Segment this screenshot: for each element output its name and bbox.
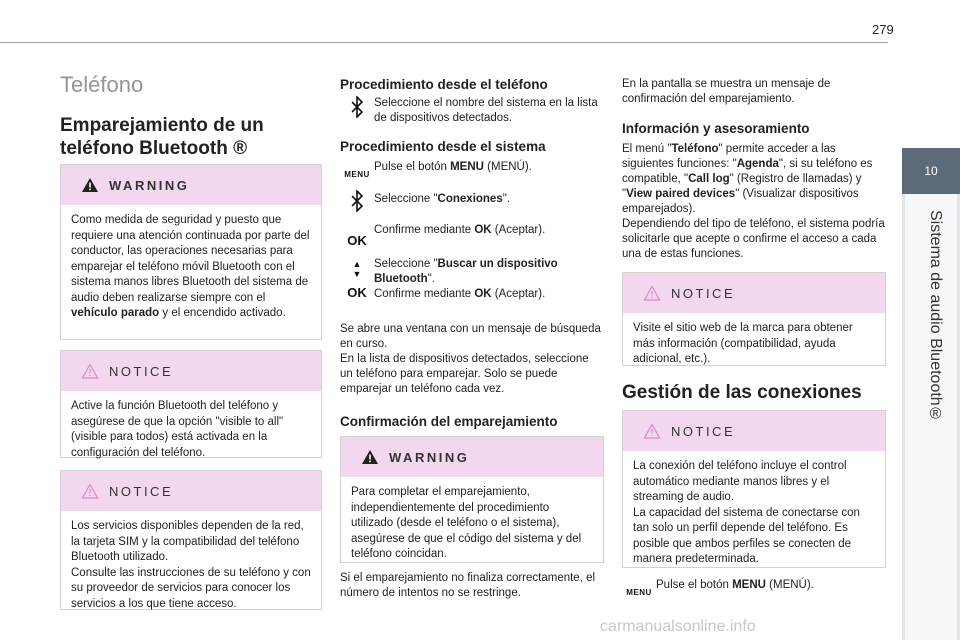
warning-icon: [81, 177, 99, 193]
paragraph-info: [622, 142, 886, 262]
notice-header: [623, 411, 885, 451]
step-text-part: ".: [502, 193, 511, 205]
arrows-ok-icon: [340, 257, 374, 302]
notice-header: [61, 351, 321, 391]
text-bold: Teléfono: [671, 143, 719, 155]
step-text-bold: MENU: [732, 579, 766, 591]
notice-box-bluetooth: [60, 350, 322, 458]
step-text: [374, 223, 545, 248]
step-text-part: (MENÚ).: [765, 579, 814, 591]
notice-icon: [643, 285, 661, 301]
warning-box-safety: [60, 164, 322, 340]
step-text-part: Seleccione ": [374, 193, 438, 205]
chapter-side-title: Sistema de audio Bluetooth®: [927, 210, 944, 423]
notice-body: [61, 511, 321, 622]
text-bold: Agenda: [736, 158, 779, 170]
notice-icon: [643, 423, 661, 439]
notice-body: Active la función Bluetooth del teléfono y asegúrese de que la opción "visible to all" (visible para todos) está activada en la configuración del teléfono.: [71, 400, 284, 459]
step-text: [374, 160, 532, 179]
notice-box-website: [622, 272, 886, 366]
step-phone-select: [340, 96, 604, 126]
chapter-number-tab: 10: [902, 148, 960, 194]
paragraph-line: En la lista de dispositivos detectados, seleccione un teléfono para emparejar. Solo se puede emparejar un teléfono cada vez.: [340, 353, 589, 395]
step-text-bold: Buscar un dispositivo Bluetooth: [374, 258, 558, 285]
warning-body: [61, 205, 321, 332]
warning-header: [61, 165, 321, 205]
step-text-bold: OK: [474, 224, 492, 236]
ok-glyph: OK: [347, 233, 367, 248]
text-bold: View paired devices: [626, 188, 736, 200]
header-rule: [0, 42, 888, 43]
notice-title: NOTICE: [109, 483, 174, 499]
warning-title: WARNING: [109, 177, 190, 193]
step-text-part: ".: [427, 273, 435, 285]
menu-button-icon: [622, 578, 656, 597]
section-heading-pairing: Emparejamiento de un teléfono Bluetooth ®: [60, 115, 264, 159]
text-part: " (Registro de llamadas) y ": [622, 173, 862, 200]
paragraph-line: [622, 142, 886, 217]
heading-connections: Gestión de las conexiones: [622, 382, 862, 403]
notice-title: NOTICE: [671, 285, 736, 301]
warning-title: WARNING: [389, 449, 470, 465]
paragraph-confirmation: En la pantalla se muestra un mensaje de confirmación del emparejamiento.: [622, 78, 831, 105]
step-text-part: Pulse el botón: [656, 579, 733, 591]
step-text: [374, 257, 604, 302]
heading-info: Información y asesoramiento: [622, 121, 810, 136]
notice-title: NOTICE: [671, 423, 736, 439]
step-text: Seleccione el nombre del sistema en la lista de dispositivos detectados.: [374, 97, 598, 124]
step-press-menu-final: [622, 578, 886, 597]
watermark: carmanualsonline.info: [600, 618, 756, 635]
warning-icon: [361, 449, 379, 465]
menu-glyph: MENU: [626, 588, 652, 597]
paragraph-line: Se abre una ventana con un mensaje de búsqueda en curso.: [340, 323, 601, 350]
text-part: " (Visualizar dispositivos emparejados).: [622, 188, 859, 215]
notice-box-services: [60, 470, 322, 610]
text-bold: Call log: [688, 173, 730, 185]
notice-icon: [81, 363, 99, 379]
notice-icon: [81, 483, 99, 499]
warning-text-b: y el encendido activado.: [159, 307, 286, 319]
page-number: 279: [872, 22, 894, 37]
notice-header: [623, 273, 885, 313]
step-text-part: (Aceptar).: [491, 224, 546, 236]
text-part: ", si su teléfono es compatible, ": [622, 158, 873, 185]
step-search-device: [340, 257, 604, 302]
step-text-bold: MENU: [450, 161, 484, 173]
step-confirm-ok: [340, 223, 604, 248]
heading-from-phone: Procedimiento desde el teléfono: [340, 77, 548, 92]
warning-text-a: Como medida de seguridad y puesto que requiere una atención continuada por parte del conductor, las operaciones necesarias para emparejar el teléfono móvil Bluetooth con el sistema manos libres Bluetooth del sistema de audio deben realizarse siempre con el: [71, 214, 310, 304]
ok-button-icon: [340, 223, 374, 248]
paragraph-search: [340, 322, 604, 397]
paragraph-retry: Si el emparejamiento no finaliza correctamente, el número de intentos no se restringe.: [340, 572, 596, 599]
notice-box-connection: [622, 410, 886, 568]
notice-line: Consulte las instrucciones de su teléfono y con su proveedor de servicios para conocer los servicios a los que tiene acceso.: [71, 566, 311, 610]
ok-glyph: OK: [347, 285, 367, 300]
step-text-bold: OK: [474, 288, 492, 300]
step-press-menu: [340, 160, 604, 179]
notice-line: La capacidad del sistema de conectarse con tan solo un perfil depende del teléfono. Es posible que ambos perfiles se conecten de manera predeterminada.: [633, 506, 860, 565]
notice-body: [623, 451, 885, 578]
chapter-title: Teléfono: [60, 72, 144, 97]
notice-line: Los servicios disponibles dependen de la red, la tarjeta SIM y la compatibilidad del teléfono Bluetooth utilizado.: [71, 520, 304, 563]
notice-line: La conexión del teléfono incluye el control automático mediante manos libres y el streaming de audio.: [633, 460, 847, 503]
heading-confirm-pairing: Confirmación del emparejamiento: [340, 414, 558, 429]
up-down-arrows-icon: ▲ ▼: [352, 259, 362, 279]
step-text: [374, 190, 510, 212]
text-part: El menú ": [622, 143, 672, 155]
menu-button-icon: [340, 160, 374, 179]
notice-title: NOTICE: [109, 363, 174, 379]
step-select-connections: [340, 190, 604, 212]
notice-header: [61, 471, 321, 511]
bluetooth-icon: [340, 190, 374, 212]
step-text-part: Confirme mediante: [374, 224, 475, 236]
step-text-part: (MENÚ).: [483, 161, 532, 173]
warning-box-code: [340, 436, 604, 563]
bluetooth-icon: [340, 96, 374, 126]
step-text-part: (Aceptar).: [491, 288, 546, 300]
paragraph-line: Dependiendo del tipo de teléfono, el sistema podría solicitarle que acepte o confirme el acceso a cada una de estas funciones.: [622, 218, 885, 260]
step-text-part: Seleccione ": [374, 258, 438, 270]
step-text-part: Pulse el botón: [374, 161, 451, 173]
warning-body: Para completar el emparejamiento, independientemente del procedimiento utilizado (desde el teléfono o el sistema), asegúrese de que el código del sistema y del teléfono coincidan.: [351, 486, 582, 560]
step-text-bold: Conexiones: [437, 193, 503, 205]
notice-body: Visite el sitio web de la marca para obtener más información (compatibilidad, ayuda adicional, etc.).: [633, 322, 853, 365]
warning-text-bold: vehículo parado: [71, 307, 160, 319]
step-text: [656, 578, 814, 597]
step-text-part: Confirme mediante: [374, 288, 475, 300]
warning-header: [341, 437, 603, 477]
menu-glyph: MENU: [344, 170, 370, 179]
text-part: " permite acceder a las siguientes funciones: ": [622, 143, 836, 170]
heading-from-system: Procedimiento desde el sistema: [340, 139, 546, 154]
